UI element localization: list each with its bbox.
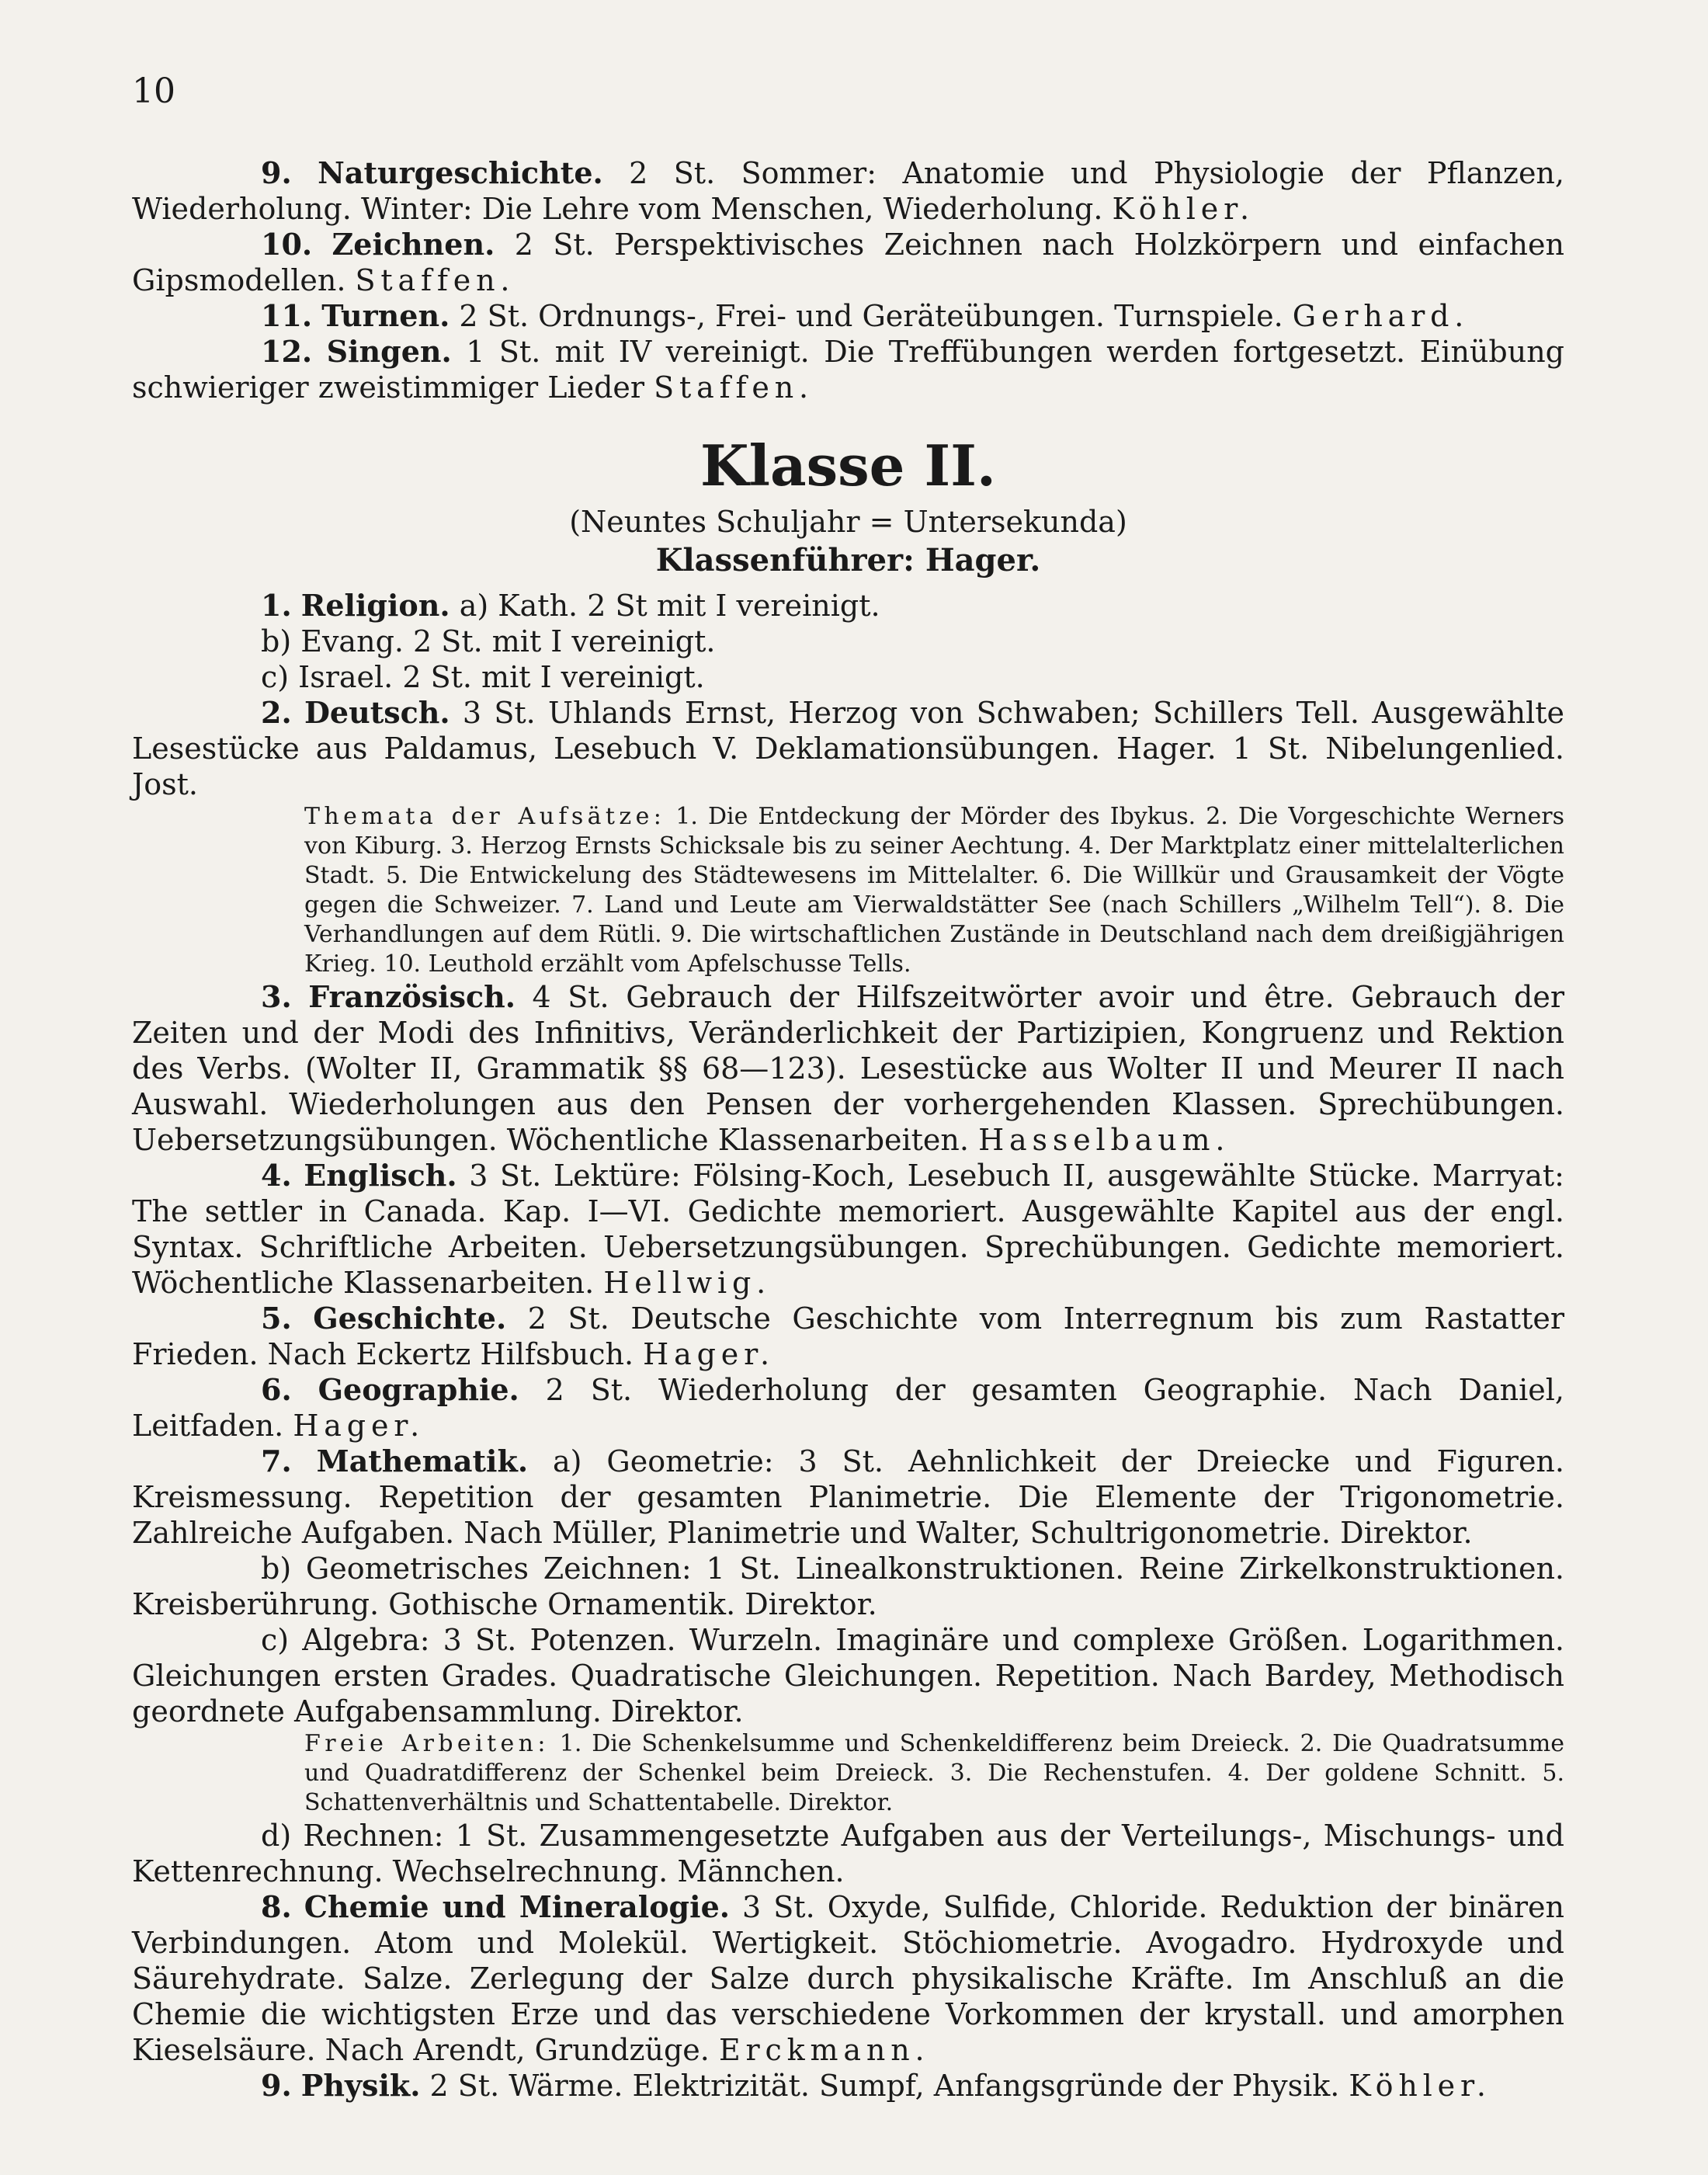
essay-topics-label: Themata der Aufsätze: bbox=[304, 803, 666, 830]
subject-text: 2 St. Sommer: Anatomie und Physiologie der Pflanzen, Wiederholung. Winter: Die Lehre vom Menschen, Wiederholung. bbox=[132, 156, 1564, 226]
subject-title: Turnen. bbox=[321, 298, 450, 333]
subject-turnen bbox=[132, 298, 1564, 334]
item-number: 12. bbox=[261, 334, 313, 369]
teacher-name: Hellwig. bbox=[603, 1266, 772, 1300]
math-algebra: c) Algebra: 3 St. Potenzen. Wurzeln. Imaginäre und complexe Größen. Logarithmen. Gleichungen ersten Grades. Quadratische Gleichungen. Repetition. Nach Bardey, Methodisch geordnete Aufgabensammlung. Direktor. bbox=[132, 1623, 1564, 1729]
religion-kath: a) Kath. 2 St mit I vereinigt. bbox=[459, 589, 880, 623]
math-geometrisches-zeichnen: b) Geometrisches Zeichnen: 1 St. Linealkonstruktionen. Reine Zirkelkonstruktionen. Kreisberührung. Gothische Ornamentik. Direktor. bbox=[132, 1551, 1564, 1621]
subject-title: Geschichte. bbox=[313, 1301, 507, 1336]
item-number: 1. bbox=[261, 588, 292, 623]
subject-title: Chemie und Mineralogie. bbox=[304, 1889, 730, 1924]
teacher-name: Hasselbaum. bbox=[978, 1123, 1231, 1157]
subject-religion bbox=[132, 588, 1564, 624]
subject-title: Geographie. bbox=[318, 1372, 519, 1407]
subject-text: 3 St. Oxyde, Sulfide, Chloride. Reduktion der binären Verbindungen. Atom und Molekül. Wertigkeit. Stöchiometrie. Avogadro. Hydroxyde und Säurehydrate. Salze. Zerlegung der Salze durch physikalische Kräfte. Im Anschluß an die Chemie die wichtigsten Erze und das verschiedene Vorkommen der krystall. und amorphen Kieselsäure. Nach Arendt, Grundzüge. bbox=[132, 1890, 1564, 2067]
subject-franzoesisch bbox=[132, 979, 1564, 1158]
subject-text: 4 St. Gebrauch der Hilfszeitwörter avoir und être. Gebrauch der Zeiten und der Modi des Infinitivs, Veränderlichkeit der Partizipien, Kongruenz und Rektion des Verbs. (Wolter II, Grammatik §§ 68—123). Lesestücke aus Wolter II und Meurer II nach Auswahl. Wiederholungen aus den Pensen der vorhergehenden Klassen. Sprechübungen. Uebersetzungsübungen. Wöchentliche Klassenarbeiten. bbox=[132, 980, 1564, 1157]
subject-geographie bbox=[132, 1372, 1564, 1444]
subject-naturgeschichte bbox=[132, 155, 1564, 227]
religion-israel: c) Israel. 2 St. mit I vereinigt. bbox=[261, 660, 705, 694]
free-work-list: 1. Die Schenkelsumme und Schenkeldifferenz beim Dreieck. 2. Die Quadratsumme und Quadratdifferenz der Schenkel beim Dreieck. 3. Die Rechenstufen. 4. Der goldene Schnitt. 5. Schattenverhältnis und Schattentabelle. Direktor. bbox=[304, 1730, 1565, 1816]
item-number: 9. bbox=[261, 155, 292, 190]
subject-geschichte bbox=[132, 1301, 1564, 1372]
math-free-work bbox=[132, 1729, 1564, 1818]
subject-title: Singen. bbox=[326, 334, 452, 369]
page-number: 10 bbox=[132, 71, 175, 111]
teacher-name: Hager. bbox=[643, 1337, 775, 1371]
subject-text: 2 St. Wiederholung der gesamten Geographie. Nach Daniel, Leitfaden. bbox=[132, 1373, 1564, 1443]
essay-topics bbox=[132, 802, 1564, 979]
teacher-name: Erckmann. bbox=[718, 2033, 930, 2067]
subject-title: Deutsch. bbox=[304, 695, 450, 730]
teacher-name: Köhler. bbox=[1349, 2069, 1491, 2103]
math-rechnen: d) Rechnen: 1 St. Zusammengesetzte Aufgaben aus der Verteilungs-, Mischungs- und Kettenrechnung. Wechselrechnung. Männchen. bbox=[132, 1819, 1564, 1888]
subject-text: 2 St. Deutsche Geschichte vom Interregnum bis zum Rastatter Frieden. Nach Eckertz Hilfsbuch. bbox=[132, 1301, 1564, 1371]
subject-deutsch bbox=[132, 695, 1564, 802]
religion-evang: b) Evang. 2 St. mit I vereinigt. bbox=[261, 624, 716, 658]
subject-text: 2 St. Wärme. Elektrizität. Sumpf, Anfangsgründe der Physik. bbox=[420, 2069, 1349, 2103]
subject-text: 1 St. mit IV vereinigt. Die Treffübungen werden fortgesetzt. Einübung schwieriger zweistimmiger Lieder bbox=[132, 335, 1564, 405]
subject-physik bbox=[132, 2068, 1564, 2104]
subject-title: Mathematik. bbox=[316, 1444, 529, 1478]
teacher-name: Gerhard. bbox=[1292, 299, 1470, 333]
subject-title: Englisch. bbox=[304, 1158, 457, 1193]
subject-mathematik bbox=[132, 1444, 1564, 1551]
math-geometrie: a) Geometrie: 3 St. Aehnlichkeit der Dreiecke und Figuren. Kreismessung. Repetition der gesamten Planimetrie. Die Elemente der Trigonometrie. Zahlreiche Aufgaben. Nach Müller, Planimetrie und Walter, Schultrigonometrie. Direktor. bbox=[132, 1444, 1564, 1550]
subject-title: Französisch. bbox=[308, 979, 516, 1014]
teacher-name: Staffen. bbox=[355, 263, 516, 297]
subject-text: 2 St. Perspektivisches Zeichnen nach Holzkörpern und einfachen Gipsmodellen. bbox=[132, 228, 1564, 297]
subject-title: Physik. bbox=[300, 2068, 421, 2103]
free-work-label: Freie Arbeiten: bbox=[304, 1730, 550, 1757]
subject-englisch bbox=[132, 1158, 1564, 1301]
teacher-name: Köhler. bbox=[1112, 192, 1255, 226]
item-number: 3. bbox=[261, 979, 292, 1014]
item-number: 6. bbox=[261, 1372, 292, 1407]
class-leader: Klassenführer: Hager. bbox=[655, 542, 1041, 578]
subject-title: Naturgeschichte. bbox=[318, 155, 603, 190]
subject-text: 3 St. Uhlands Ernst, Herzog von Schwaben; Schillers Tell. Ausgewählte Lesestücke aus Paldamus, Lesebuch V. Deklamationsübungen. Hager. 1 St. Nibelungenlied. Jost. bbox=[132, 696, 1564, 801]
class-heading: Klasse II. bbox=[700, 433, 996, 499]
subject-title: Religion. bbox=[300, 588, 450, 623]
text-column bbox=[132, 155, 1564, 2104]
teacher-name: Hager. bbox=[293, 1409, 425, 1443]
subject-chemie bbox=[132, 1889, 1564, 2068]
item-number: 5. bbox=[261, 1301, 292, 1336]
subject-zeichnen bbox=[132, 227, 1564, 298]
subject-text: 2 St. Ordnungs-, Frei- und Geräteübungen. Turnspiele. bbox=[450, 299, 1293, 333]
subject-text: 3 St. Lektüre: Fölsing-Koch, Lesebuch II, ausgewählte Stücke. Marryat: The settler in Canada. Kap. I—VI. Gedichte memoriert. Ausgewählte Kapitel aus der engl. Syntax. Schriftliche Arbeiten. Uebersetzungsübungen. Sprechübungen. Gedichte memoriert. Wöchentliche Klassenarbeiten. bbox=[132, 1159, 1564, 1300]
item-number: 10. bbox=[261, 227, 313, 262]
item-number: 9. bbox=[261, 2068, 292, 2103]
item-number: 8. bbox=[261, 1889, 292, 1924]
essay-topics-list: 1. Die Entdeckung der Mörder des Ibykus. 2. Die Vorgeschichte Werners von Kiburg. 3. Herzog Ernsts Schicksale bis zu seiner Aechtung. 4. Der Marktplatz einer mittelalterlichen Stadt. 5. Die Entwickelung des Städtewesens im Mittelalter. 6. Die Willkür und Grausamkeit der Vögte gegen die Schweizer. 7. Land und Leute am Vierwaldstätter See (nach Schillers „Wilhelm Tell“). 8. Die Verhandlungen auf dem Rütli. 9. Die wirtschaftlichen Zustände in Deutschland nach dem dreißigjährigen Krieg. 10. Leuthold erzählt vom Apfelschusse Tells. bbox=[304, 803, 1564, 978]
item-number: 11. bbox=[261, 298, 313, 333]
item-number: 7. bbox=[261, 1444, 292, 1478]
subject-title: Zeichnen. bbox=[332, 227, 495, 262]
class-subtitle: (Neuntes Schuljahr = Untersekunda) bbox=[569, 505, 1127, 539]
teacher-name: Staffen. bbox=[654, 370, 814, 405]
item-number: 4. bbox=[261, 1158, 292, 1193]
item-number: 2. bbox=[261, 695, 292, 730]
subject-singen bbox=[132, 334, 1564, 405]
